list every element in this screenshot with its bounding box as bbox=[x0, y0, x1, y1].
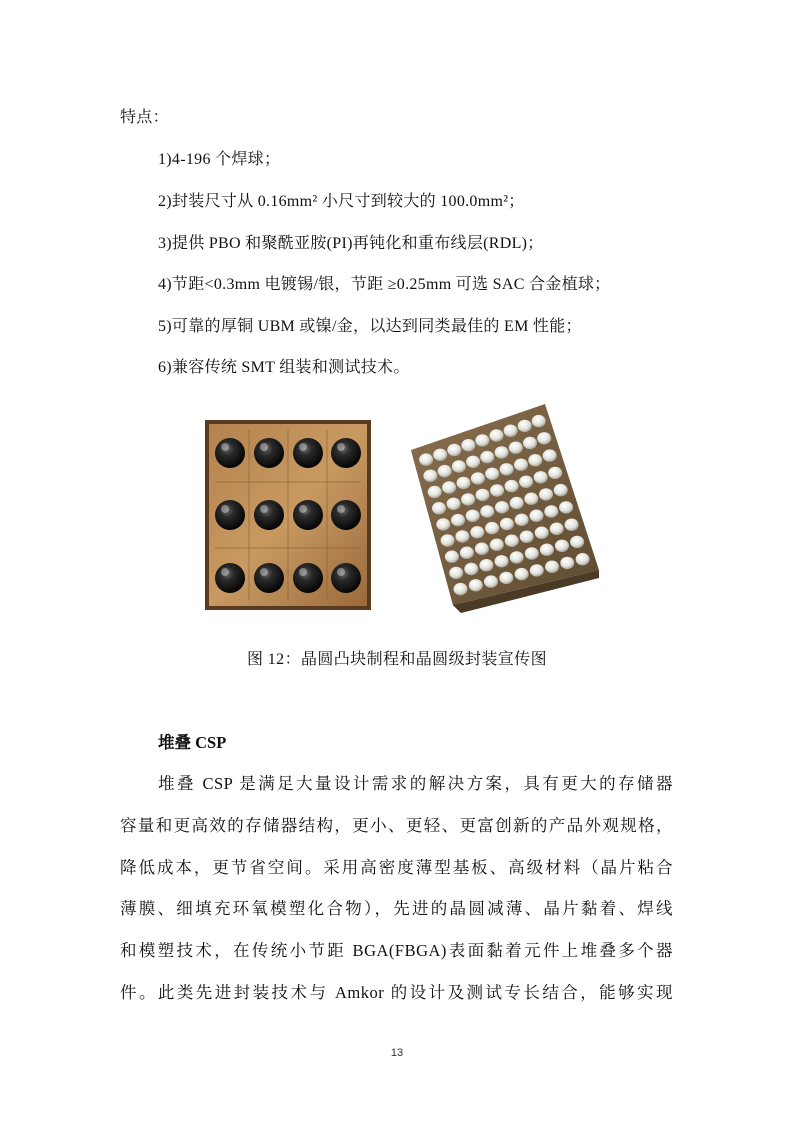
solder-ball bbox=[480, 451, 494, 463]
solder-ball bbox=[451, 514, 465, 526]
solder-ball bbox=[537, 432, 551, 444]
solder-ball bbox=[534, 471, 548, 483]
solder-ball bbox=[428, 486, 442, 498]
solder-ball bbox=[454, 583, 468, 595]
solder-ball bbox=[432, 502, 446, 514]
solder-ball bbox=[490, 429, 504, 441]
solder-ball bbox=[423, 470, 437, 482]
solder-ball bbox=[548, 467, 562, 479]
solder-ball bbox=[436, 518, 450, 530]
solder-ball bbox=[524, 493, 538, 505]
solder-ball bbox=[550, 523, 564, 535]
solder-ball bbox=[471, 472, 485, 484]
solder-ball bbox=[461, 493, 475, 505]
section-paragraph-line-3: 降低成本，更节省空间。采用高密度薄型基板、高级材料（晶片粘合 bbox=[120, 858, 673, 877]
section-paragraph-line-6: 件。此类先进封装技术与 Amkor 的设计及测试专长结合，能够实现 bbox=[120, 983, 673, 1002]
solder-ball bbox=[504, 425, 518, 437]
features-label: 特点： bbox=[120, 109, 169, 126]
solder-ball bbox=[438, 465, 452, 477]
solder-ball bbox=[535, 527, 549, 539]
solder-ball bbox=[554, 484, 568, 496]
section-paragraph-line-2: 容量和更高效的存储器结构，更小、更轻、更富创新的产品外观规格， bbox=[120, 816, 673, 835]
wafer-bump-photo bbox=[205, 420, 371, 610]
solder-ball bbox=[576, 553, 590, 565]
solder-ball bbox=[455, 530, 469, 542]
solder-ball bbox=[499, 572, 513, 584]
solder-ball bbox=[476, 489, 490, 501]
solder-ball bbox=[525, 547, 539, 559]
solder-ball bbox=[469, 579, 483, 591]
solder-ball bbox=[565, 519, 579, 531]
solder-ball bbox=[518, 420, 532, 432]
solder-ball bbox=[475, 543, 489, 555]
solder-ball bbox=[447, 444, 461, 456]
solder-ball bbox=[500, 463, 514, 475]
solder-ball bbox=[540, 544, 554, 556]
solder-ball bbox=[466, 510, 480, 522]
solder-ball bbox=[545, 561, 559, 573]
solder-ball bbox=[466, 456, 480, 468]
section-paragraph-line-5: 和模塑技术，在传统小节距 BGA(FBGA)表面黏着元件上堆叠多个器 bbox=[120, 941, 673, 960]
solder-ball bbox=[495, 446, 509, 458]
solder-ball bbox=[555, 540, 569, 552]
solder-ball bbox=[495, 555, 509, 567]
solder-ball bbox=[464, 563, 478, 575]
solder-ball bbox=[515, 568, 529, 580]
solder-ball bbox=[523, 437, 537, 449]
solder-ball bbox=[505, 535, 519, 547]
section-paragraph-line-4: 薄膜、细填充环氧模塑化合物），先进的晶圆减薄、晶片黏着、焊线 bbox=[120, 899, 673, 918]
solder-ball bbox=[505, 480, 519, 492]
solder-ball bbox=[419, 453, 433, 465]
solder-ball bbox=[530, 510, 544, 522]
solder-ball bbox=[539, 488, 553, 500]
solder-ball bbox=[519, 476, 533, 488]
solder-ball bbox=[559, 501, 573, 513]
solder-ball bbox=[480, 505, 494, 517]
solder-ball bbox=[509, 442, 523, 454]
solder-ball bbox=[470, 526, 484, 538]
solder-ball bbox=[530, 564, 544, 576]
feature-item-3: 3)提供 PBO 和聚酰亚胺(PI)再钝化和重布线层(RDL)； bbox=[158, 235, 544, 252]
solder-ball bbox=[490, 539, 504, 551]
solder-ball bbox=[510, 551, 524, 563]
solder-ball bbox=[441, 534, 455, 546]
solder-ball bbox=[485, 522, 499, 534]
solder-ball bbox=[460, 547, 474, 559]
solder-ball bbox=[461, 439, 475, 451]
solder-ball bbox=[447, 498, 461, 510]
solder-ball bbox=[490, 484, 504, 496]
solder-ball bbox=[543, 449, 557, 461]
solder-ball bbox=[528, 454, 542, 466]
feature-item-5: 5)可靠的厚铜 UBM 或镍/金，以达到同类最佳的 EM 性能； bbox=[158, 318, 582, 335]
feature-item-1: 1)4-196 个焊球； bbox=[158, 151, 281, 168]
section-paragraph-line-1: 堆叠 CSP 是满足大量设计需求的解决方案，具有更大的存储器 bbox=[158, 774, 673, 793]
feature-item-2: 2)封装尺寸从 0.16mm² 小尺寸到较大的 100.0mm²； bbox=[158, 193, 525, 210]
solder-ball bbox=[560, 557, 574, 569]
solder-ball bbox=[495, 501, 509, 513]
feature-item-4: 4)节距<0.3mm 电镀锡/银，节距 ≥0.25mm 可选 SAC 合金植球； bbox=[158, 276, 611, 293]
solder-ball bbox=[457, 477, 471, 489]
solder-ball bbox=[515, 514, 529, 526]
solder-ball bbox=[449, 567, 463, 579]
solder-ball bbox=[485, 468, 499, 480]
solder-ball bbox=[452, 460, 466, 472]
solder-ball bbox=[510, 497, 524, 509]
solder-ball bbox=[433, 449, 447, 461]
section-title: 堆叠 CSP bbox=[158, 733, 227, 752]
solder-ball bbox=[445, 551, 459, 563]
figure-caption: 图 12：晶圆凸块制程和晶圆级封装宣传图 bbox=[246, 651, 547, 668]
solder-ball bbox=[442, 481, 456, 493]
solder-ball bbox=[570, 536, 584, 548]
solder-ball bbox=[514, 459, 528, 471]
solder-ball bbox=[479, 559, 493, 571]
feature-item-6: 6)兼容传统 SMT 组装和测试技术。 bbox=[158, 359, 410, 376]
bga-package-photo bbox=[403, 400, 603, 615]
solder-ball bbox=[532, 415, 546, 427]
solder-ball bbox=[475, 434, 489, 446]
solder-ball bbox=[544, 505, 558, 517]
page-number: 13 bbox=[390, 1047, 404, 1059]
solder-ball bbox=[484, 575, 498, 587]
solder-ball bbox=[500, 518, 514, 530]
solder-ball bbox=[520, 531, 534, 543]
